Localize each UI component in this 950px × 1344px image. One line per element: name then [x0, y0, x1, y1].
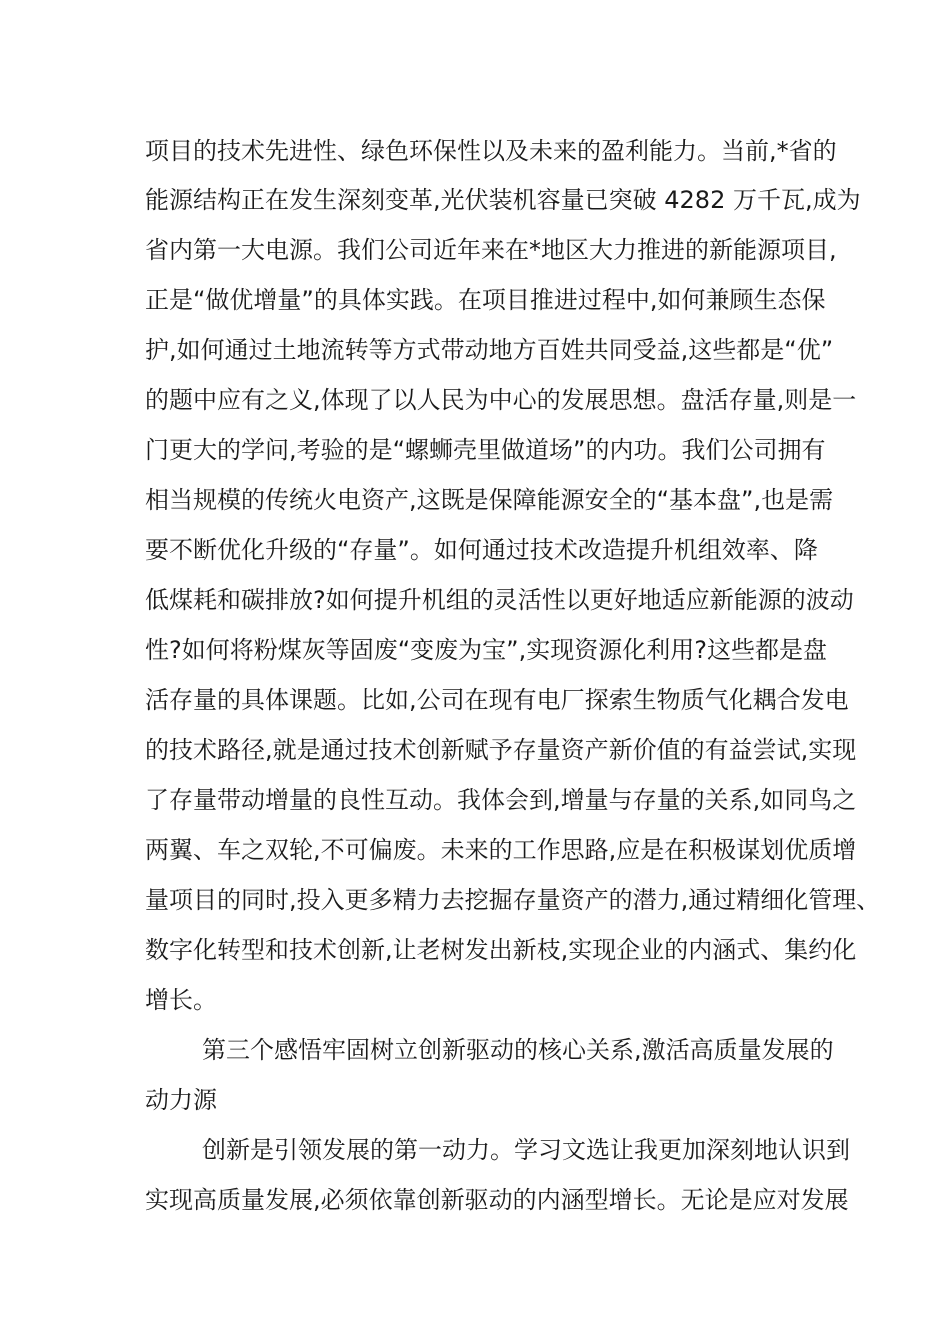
body-text-line: 能源结构正在发生深刻变革,光伏装机容量已突破 4282 万千瓦,成为: [145, 186, 861, 214]
body-text-line: 实现高质量发展,必须依靠创新驱动的内涵型增长。无论是应对发展: [145, 1186, 849, 1214]
body-text-line: 省内第一大电源。我们公司近年来在*地区大力推进的新能源项目,: [145, 236, 837, 264]
body-text-line: 相当规模的传统火电资产,这既是保障能源安全的“基本盘”,也是需: [145, 486, 834, 514]
body-text-line: 护,如何通过土地流转等方式带动地方百姓共同受益,这些都是“优”: [145, 336, 834, 364]
body-text-line: 正是“做优增量”的具体实践。在项目推进过程中,如何兼顾生态保: [145, 286, 826, 314]
body-text-line: 量项目的同时,投入更多精力去挖掘存量资产的潜力,通过精细化管理、: [145, 886, 881, 914]
section-heading-line: 动力源: [145, 1086, 217, 1114]
body-text-line: 两翼、车之双轮,不可偏废。未来的工作思路,应是在积极谋划优质增: [145, 836, 857, 864]
body-text-line: 的题中应有之义,体现了以人民为中心的发展思想。盘活存量,则是一: [145, 386, 857, 414]
body-text-line: 数字化转型和技术创新,让老树发出新枝,实现企业的内涵式、集约化: [145, 936, 857, 964]
body-text-line: 了存量带动增量的良性互动。我体会到,增量与存量的关系,如同鸟之: [145, 786, 857, 814]
body-text-line: 增长。: [145, 986, 217, 1014]
body-text-line: 的技术路径,就是通过技术创新赋予存量资产新价值的有益尝试,实现: [145, 736, 857, 764]
body-text-line: 低煤耗和碳排放?如何提升机组的灵活性以更好地适应新能源的波动: [145, 586, 854, 614]
section-heading-line: 第三个感悟牢固树立创新驱动的核心关系,激活高质量发展的: [202, 1036, 834, 1064]
body-text-line: 要不断优化升级的“存量”。如何通过技术改造提升机组效率、降: [145, 536, 818, 564]
body-text-line: 活存量的具体课题。比如,公司在现有电厂探索生物质气化耦合发电: [145, 686, 849, 714]
body-text-line: 性?如何将粉煤灰等固废“变废为宝”,实现资源化利用?这些都是盘: [145, 636, 827, 664]
body-text-line: 门更大的学问,考验的是“螺蛳壳里做道场”的内功。我们公司拥有: [145, 436, 826, 464]
body-text-line: 项目的技术先进性、绿色环保性以及未来的盈利能力。当前,*省的: [145, 137, 837, 165]
body-text-line: 创新是引领发展的第一动力。学习文选让我更加深刻地认识到: [202, 1136, 850, 1164]
